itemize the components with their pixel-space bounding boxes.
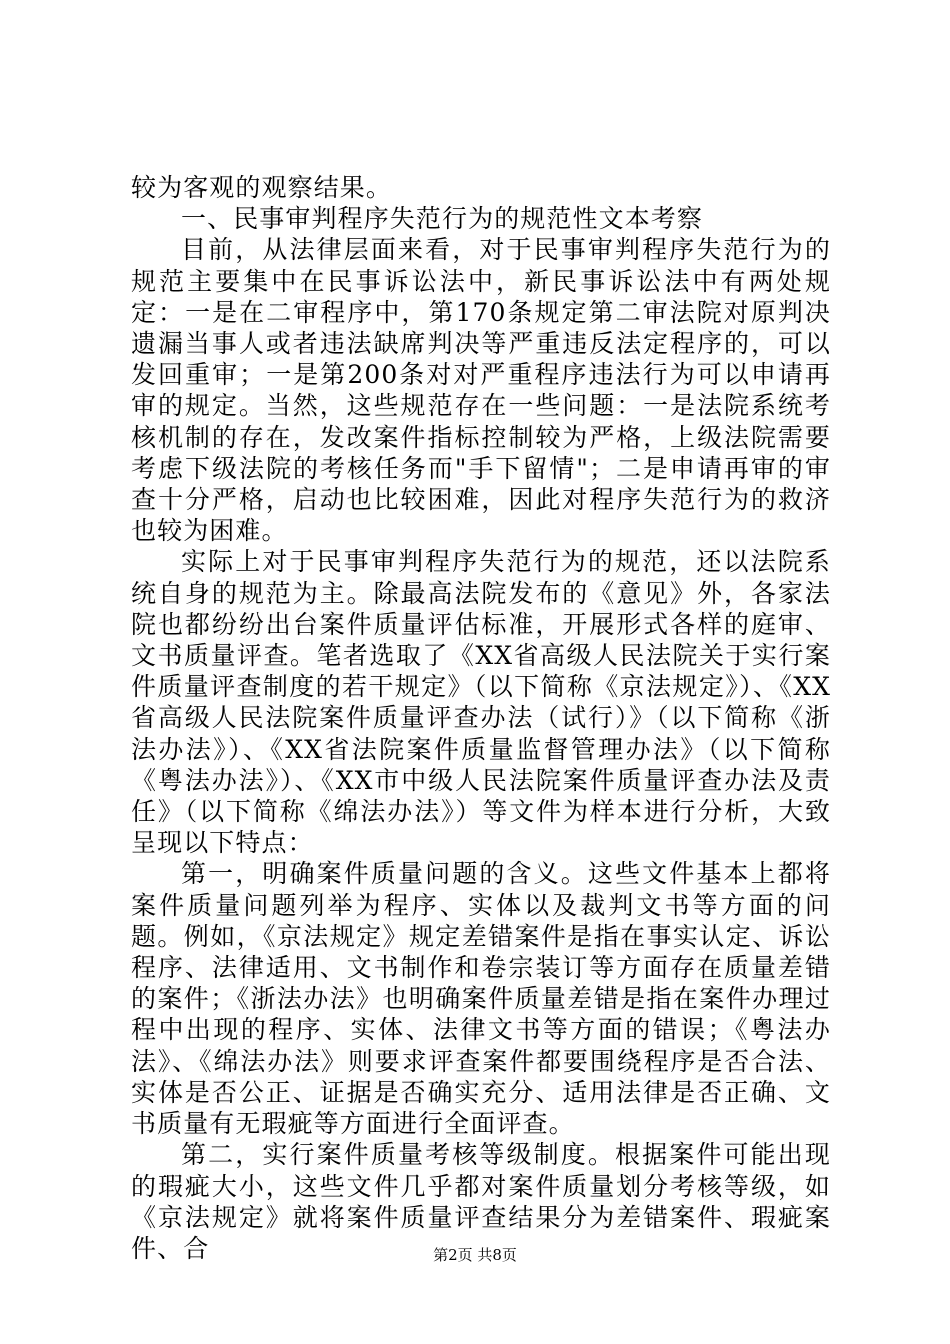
document-body (131, 172, 831, 1264)
page-number-footer: 第2页 共8页 (433, 1246, 517, 1264)
section-heading: 一、民事审判程序失范行为的规范性文本考察 (181, 204, 704, 234)
paragraph-legal-framework: 目前，从法律层面来看，对于民事审判程序失范行为的规范主要集中在民事诉讼法中，新民事诉讼法中有两处规定：一是在二审程序中，第170条规定第二审法院对原判决遗漏当事人或者违法缺席判决等严重违反法定程序的，可以发回重审；一是第200条对对严重程序违法行为可以申请再审的规定。当然，这些规范存在一些问题：一是法院系统考核机制的存在，发改案件指标控制较为严格，上级法院需要考虑下级法院的考核任务而"手下留情"；二是申请再审的审查十分严格，启动也比较困难，因此对程序失范行为的救济也较为困难。 (131, 235, 831, 546)
paragraph-feature-one: 第一，明确案件质量问题的含义。这些文件基本上都将案件质量问题列举为程序、实体以及裁判文书等方面的问题。例如，《京法规定》规定差错案件是指在事实认定、诉讼程序、法律适用、文书制作和卷宗装订等方面存在质量差错的案件；《浙法办法》也明确案件质量差错是指在案件办理过程中出现的程序、实体、法律文书等方面的错误；《粤法办法》、《绵法办法》则要求评查案件都要围绕程序是否合法、实体是否公正、证据是否确实充分、适用法律是否正确、文书质量有无瑕疵等方面进行全面评查。 (131, 859, 831, 1139)
paragraph-continuation: 较为客观的观察结果。 (131, 173, 393, 202)
paragraph-feature-two: 第二，实行案件质量考核等级制度。根据案件可能出现的瑕疵大小，这些文件几乎都对案件质量划分考核等级，如《京法规定》就将案件质量评查结果分为差错案件、瑕疵案件、合 (131, 1140, 831, 1263)
paragraph-court-norms: 实际上对于民事审判程序失范行为的规范，还以法院系统自身的规范为主。除最高法院发布的《意见》外，各家法院也都纷纷出台案件质量评估标准，开展形式各样的庭审、文书质量评查。笔者选取了《XX省高级人民法院关于实行案件质量评查制度的若干规定》（以下简称《京法规定》）、《XX省高级人民法院案件质量评查办法（试行）》（以下简称《浙法办法》）、《XX省法院案件质量监督管理办法》（以下简称《粤法办法》）、《XX市中级人民法院案件质量评查办法及责任》（以下简称《绵法办法》）等文件为样本进行分析，大致呈现以下特点： (131, 547, 831, 858)
